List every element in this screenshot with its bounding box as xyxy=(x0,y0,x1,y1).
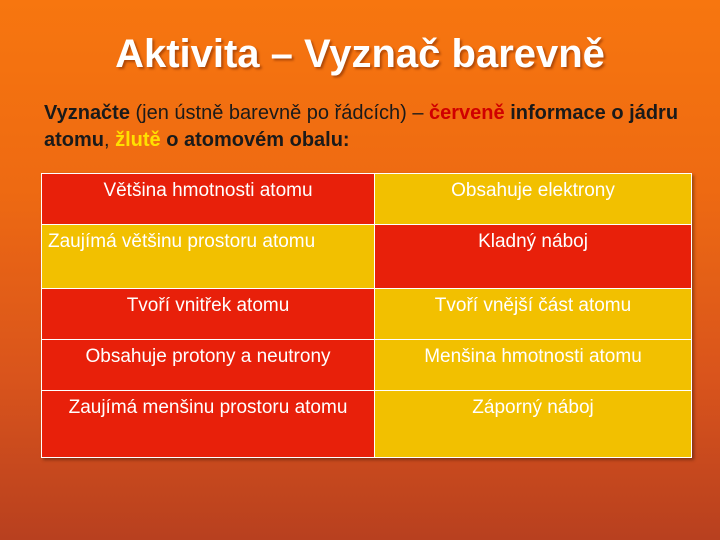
table-row xyxy=(42,339,692,390)
table-row xyxy=(42,224,692,288)
table-cell-left: Zaujímá menšinu prostoru atomu xyxy=(42,390,375,457)
table-cell-left: Obsahuje protony a neutrony xyxy=(42,339,375,390)
instruction-red-word: červeně xyxy=(429,102,505,124)
table-cell-right: Kladný náboj xyxy=(375,224,692,288)
table-cell-right: Menšina hmotnosti atomu xyxy=(375,339,692,390)
table-cell-left: Tvoří vnitřek atomu xyxy=(42,289,375,340)
instruction-nucleus: informace o jádru atomu xyxy=(44,102,679,151)
table-row xyxy=(42,289,692,340)
instruction-yellow-word: žlutě xyxy=(115,129,161,151)
table-row xyxy=(42,390,692,457)
instruction-text xyxy=(44,100,684,154)
instruction-lead: Vyznačte xyxy=(44,102,130,124)
table-cell-left: Zaujímá většinu prostoru atomu xyxy=(42,224,375,288)
instruction-comma: , xyxy=(104,129,116,151)
instruction-shell: o atomovém obalu: xyxy=(160,129,350,151)
table-cell-right: Tvoří vnější část atomu xyxy=(375,289,692,340)
instruction-normal: (jen ústně barevně po řádcích) – xyxy=(129,102,430,124)
table-row xyxy=(42,174,692,225)
slide-title: Aktivita – Vyznač barevně xyxy=(115,32,605,76)
table-cell-right: Záporný náboj xyxy=(375,390,692,457)
atom-properties-table xyxy=(41,173,692,458)
table-cell-right: Obsahuje elektrony xyxy=(375,174,692,225)
table-cell-left: Většina hmotnosti atomu xyxy=(42,174,375,225)
